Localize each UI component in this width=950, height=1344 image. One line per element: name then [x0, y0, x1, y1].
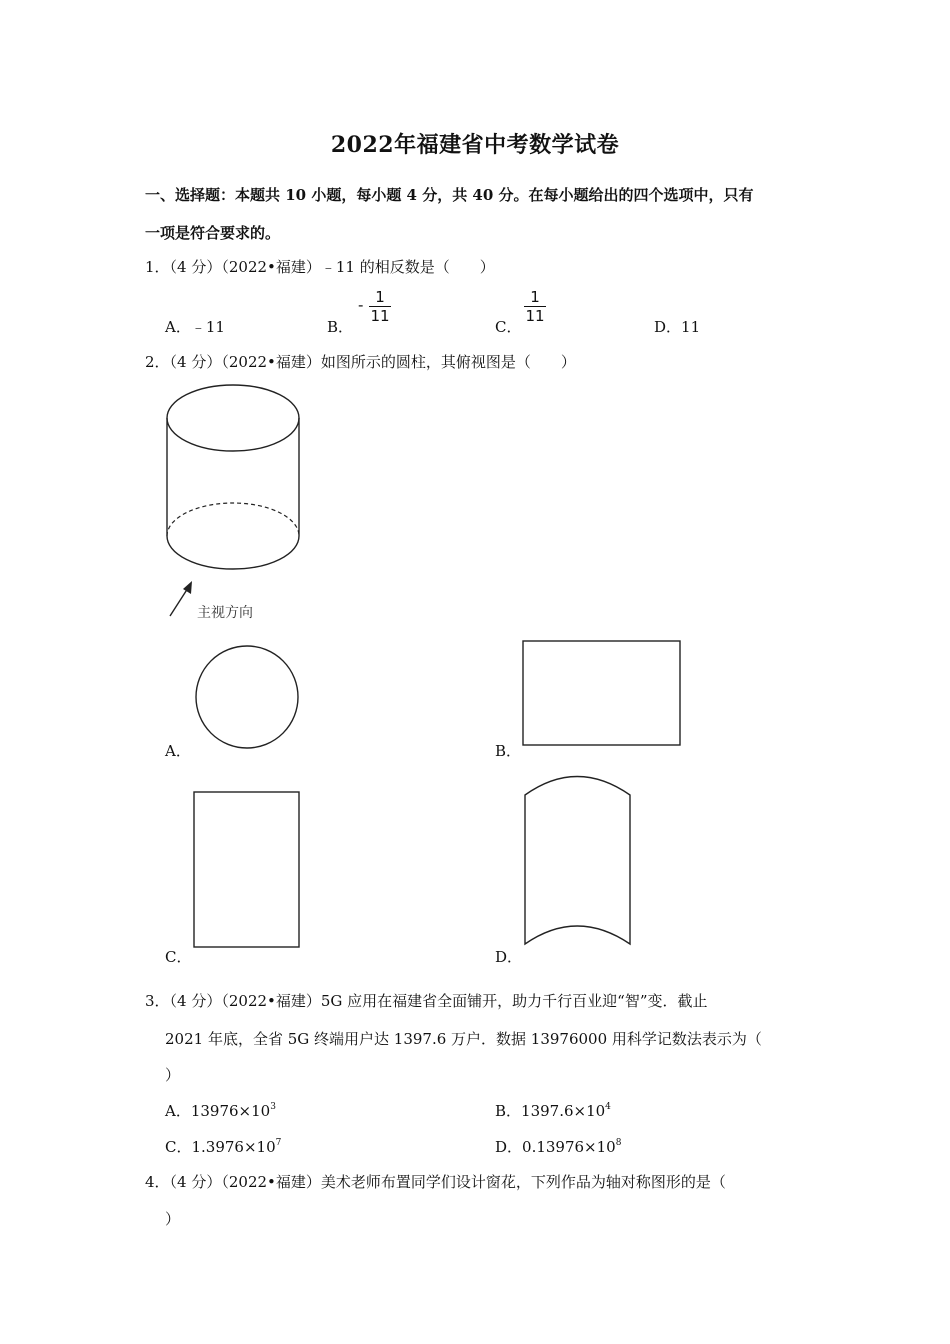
page-title: 2022年福建省中考数学试卷	[330, 132, 620, 158]
q1-stem: 1．（4 分）（2022•福建）﹣11 的相反数是（ ）	[145, 258, 495, 276]
q3-option-c-base: 1.3976×10	[191, 1138, 276, 1156]
circle-shape	[196, 646, 298, 748]
curved-front-view-shape	[525, 777, 630, 945]
direction-arrow-line	[170, 588, 188, 616]
q3-option-a-exponent: 3	[270, 1102, 276, 1112]
q1-option-b-denominator: 11	[370, 307, 390, 325]
direction-arrow-head	[183, 581, 192, 594]
q2-stem: 2．（4 分）（2022•福建）如图所示的圆柱，其俯视图是（ ）	[145, 353, 576, 371]
q2-option-d-label[interactable]: D．	[495, 948, 523, 966]
q1-option-a-label: A．	[165, 318, 191, 336]
q1-option-d-label: D．	[654, 318, 682, 336]
q1-option-b-fraction	[369, 288, 391, 325]
q3-stem-line3: ）	[165, 1066, 181, 1084]
q2-option-c-label[interactable]: C．	[165, 948, 192, 966]
q1-option-c-fraction	[524, 288, 546, 325]
tall-rectangle-shape	[194, 792, 299, 947]
q2-option-a-label[interactable]: A．	[165, 742, 191, 760]
cylinder-figure	[160, 378, 310, 628]
q1-option-a-text: ﹣11	[190, 318, 225, 336]
q3-option-a-base: 13976×10	[190, 1102, 271, 1120]
q3-option-c-exponent: 7	[275, 1138, 282, 1148]
cylinder-bottom-front-arc	[167, 536, 299, 569]
q4-stem-line1: 4．（4 分）（2022•福建）美术老师布置同学们设计窗花，下列作品为轴对称图形的是（	[145, 1173, 726, 1191]
cylinder-bottom-back-arc-dashed	[167, 503, 299, 536]
q3-option-d[interactable]	[495, 1136, 621, 1157]
q3-stem-line2: 2021 年底，全省 5G 终端用户达 1397.6 万户．数据 13976000 用科学记数法表示为（	[165, 1030, 762, 1048]
q3-option-a-label: A．	[165, 1102, 191, 1120]
q3-option-b-label: B．	[495, 1102, 522, 1120]
q1-option-b-label[interactable]: B．	[327, 318, 354, 336]
q1-option-b-minus-sign: -	[358, 296, 364, 314]
q2-option-b-figure[interactable]	[520, 638, 686, 750]
q2-option-a-figure[interactable]	[190, 640, 305, 755]
q1-option-c-label[interactable]: C．	[495, 318, 522, 336]
q4-stem-line2: ）	[165, 1210, 181, 1228]
q3-option-d-exponent: 8	[615, 1138, 622, 1148]
q1-option-a[interactable]	[165, 316, 225, 337]
wide-rectangle-shape	[523, 641, 680, 745]
q1-option-b-numerator: 1	[375, 288, 385, 306]
q3-option-b[interactable]	[495, 1100, 611, 1121]
q2-option-c-figure[interactable]	[191, 789, 303, 951]
q2-option-d-figure[interactable]	[520, 770, 635, 950]
q3-option-b-base: 1397.6×10	[521, 1102, 606, 1120]
q1-option-d-text: 11	[681, 318, 701, 336]
q1-option-d[interactable]	[654, 316, 700, 337]
section-heading-line1: 一、选择题：本题共 10 小题，每小题 4 分，共 40 分。在每小题给出的四个选项中，只有	[145, 186, 754, 204]
q1-option-c-numerator: 1	[530, 288, 540, 306]
section-heading-line2: 一项是符合要求的。	[145, 224, 281, 242]
q3-option-c-label: C．	[165, 1138, 192, 1156]
q3-option-b-exponent: 4	[605, 1102, 611, 1112]
q3-option-d-base: 0.13976×10	[522, 1138, 616, 1156]
q3-option-d-label: D．	[495, 1138, 523, 1156]
q3-stem-line1: 3．（4 分）（2022•福建）5G 应用在福建省全面铺开，助力千行百业迎“智”变．截止	[145, 992, 708, 1010]
q3-option-c[interactable]	[165, 1136, 281, 1157]
cylinder-top-ellipse	[167, 385, 299, 451]
direction-caption: 主视方向	[197, 605, 253, 621]
q3-option-a[interactable]	[165, 1100, 276, 1121]
q2-option-b-label[interactable]: B．	[495, 742, 522, 760]
q1-option-c-denominator: 11	[525, 307, 545, 325]
